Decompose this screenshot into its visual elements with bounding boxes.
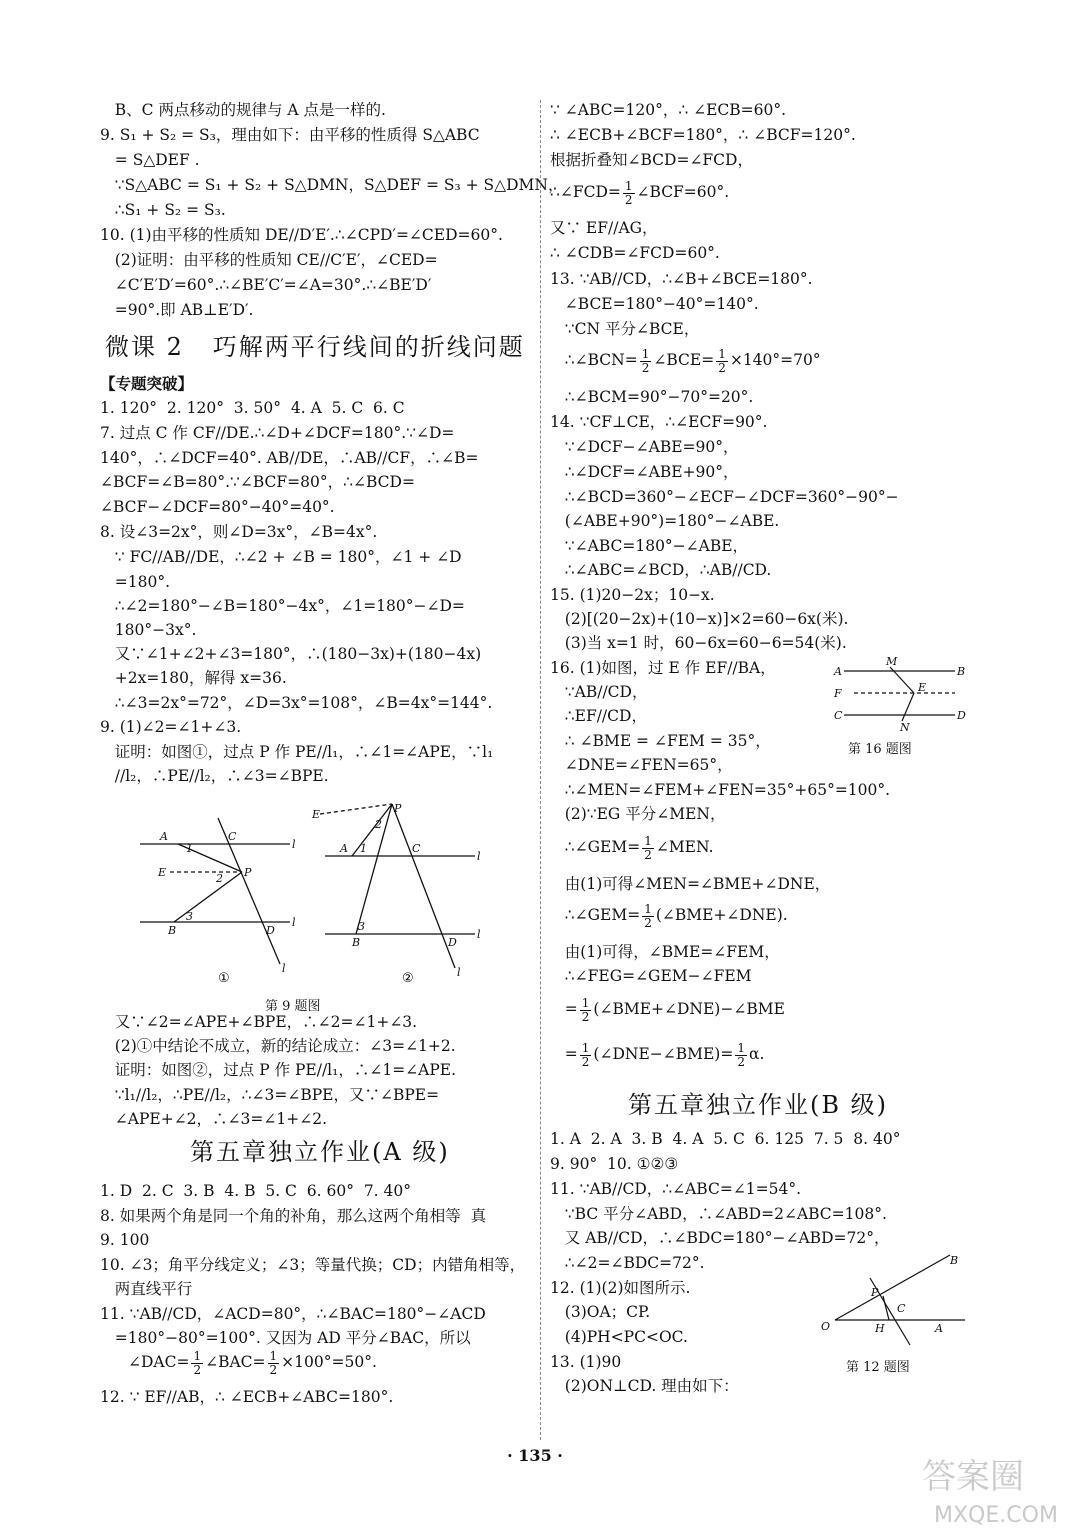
left-text-line: 11. ∵AB//CD，∠ACD=80°，∴∠BAC=180°−∠ACD <box>100 1305 486 1323</box>
fraction <box>640 348 652 375</box>
svg-text:M: M <box>886 655 898 668</box>
right-text-line: 9. 90° 10. ①②③ <box>550 1155 679 1173</box>
svg-text:2: 2 <box>216 872 223 885</box>
left-text-line: ∠BCF−∠DCF=80°−40°=40°. <box>100 498 335 516</box>
fraction <box>191 1350 203 1377</box>
right-fraction-line <box>550 829 714 865</box>
section-heading-chapter5-a: 第五章独立作业(A 级) <box>190 1138 450 1166</box>
left-text-line: 9. (1)∠2=∠1+∠3. <box>100 718 242 736</box>
right-text-line: ∵∠ABC=180°−∠ABE， <box>550 537 749 555</box>
text-segment: ∠BCE= <box>653 351 715 369</box>
section-heading-weike: 微课 2 巧解两平行线间的折线问题 <box>105 333 525 361</box>
svg-text:3: 3 <box>186 910 193 923</box>
section-heading-chapter5-b: 第五章独立作业(B 级) <box>628 1091 888 1119</box>
fraction-denominator: 2 <box>718 360 726 375</box>
text-segment: (∠DNE−∠BME)= <box>593 1045 734 1063</box>
right-text-line: 由(1)可得，∠BME=∠FEM， <box>550 943 780 961</box>
right-text-line: ∠BCE=180°−40°=140°. <box>550 295 759 313</box>
svg-text:O: O <box>821 1320 831 1333</box>
svg-text:P: P <box>394 802 402 815</box>
right-fraction-line <box>550 342 821 378</box>
fraction-numerator: 1 <box>718 346 726 361</box>
fraction-denominator: 2 <box>624 192 633 207</box>
left-text-line: =180°−80°=100°. 又因为 AD 平分∠BAC，所以 <box>100 1329 471 1347</box>
text-segment: ×100°=50°. <box>281 1353 377 1371</box>
fraction-numerator: 1 <box>624 178 633 193</box>
right-text-line: ∴ ∠ECB+∠BCF=180°，∴ ∠BCF=120°. <box>550 126 856 144</box>
figure-9 <box>130 800 500 1000</box>
left-text-line: 两直线平行 <box>100 1280 193 1298</box>
right-text-line: (3)OA；CP. <box>550 1303 651 1321</box>
fraction-numerator: 1 <box>193 1348 202 1363</box>
figure-12 <box>815 1250 975 1360</box>
right-text-line: 13. ∵AB//CD，∴∠B+∠BCE=180°. <box>550 270 813 288</box>
right-text-line: ∵BC 平分∠ABD，∴∠ABD=2∠ABC=108°. <box>550 1205 887 1223</box>
right-text-line: 由(1)可得∠MEN=∠BME+∠DNE， <box>550 875 831 893</box>
left-text-line: 140°，∴∠DCF=40°. AB//DE，∴AB//CF，∴∠B= <box>100 449 479 467</box>
right-text-line: ∴∠BCD=360°−∠ECF−∠DCF=360°−90°− <box>550 488 899 506</box>
svg-text:2: 2 <box>375 818 382 831</box>
left-text-line: 1. 120° 2. 120° 3. 50° 4. A 5. C 6. C <box>100 399 405 417</box>
svg-text:H: H <box>875 1322 885 1335</box>
svg-text:E: E <box>312 808 321 821</box>
fraction <box>580 997 592 1024</box>
watermark-logo <box>912 1442 1062 1532</box>
left-text-line: ∵ FC//AB//DE，∴∠2 + ∠B = 180°，∠1 + ∠D <box>100 548 462 566</box>
text-segment: ∠BAC= <box>205 1353 266 1371</box>
left-text-line: 180°−3x°. <box>100 621 197 639</box>
svg-text:l: l <box>292 838 296 851</box>
fraction-denominator: 2 <box>644 847 652 862</box>
fraction-numerator: 1 <box>644 833 652 848</box>
left-text-line: ∴∠3=2x°=72°，∠D=3x°=108°，∠B=4x°=144°. <box>100 694 493 712</box>
svg-text:l: l <box>477 850 481 863</box>
watermark-bottom: MXQE.COM <box>934 1503 1058 1528</box>
right-text-line: ∴∠2=∠BDC=72°. <box>550 1254 705 1272</box>
svg-text:A: A <box>340 842 348 855</box>
left-text-line: 12. ∵ EF//AB，∴ ∠ECB+∠ABC=180°. <box>100 1388 394 1406</box>
left-text-line: 9. S₁ + S₂ = S₃，理由如下：由平移的性质得 S△ABC <box>100 126 480 144</box>
left-text-line: ∴∠2=180°−∠B=180°−4x°，∠1=180°−∠D= <box>100 597 465 615</box>
right-text-line: ∴∠DCF=∠ABE+90°， <box>550 463 739 481</box>
svg-text:D: D <box>448 936 457 949</box>
svg-text:D: D <box>957 709 966 722</box>
right-text-line: 又 AB//CD，∴∠BDC=180°−∠ABD=72°， <box>550 1229 890 1247</box>
left-text-line: ∠C′E′D′=60°.∴∠BE′C′=∠A=30°.∴∠BE′D′ <box>100 276 432 294</box>
svg-text:A: A <box>160 830 168 843</box>
fraction-denominator: 2 <box>644 915 652 930</box>
text-segment: ∴∠GEM= <box>550 906 641 924</box>
fraction <box>623 180 635 207</box>
right-fraction-line <box>550 897 788 933</box>
right-text-line: 1. A 2. A 3. B 4. A 5. C 6. 125 7. 5 8. 40° <box>550 1130 901 1148</box>
svg-text:C: C <box>412 842 421 855</box>
page-number: · 135 · <box>507 1446 563 1465</box>
fraction-denominator: 2 <box>581 1009 590 1024</box>
right-text-line: (2)ON⊥CD. 理由如下： <box>550 1377 739 1395</box>
left-text-line: =180°. <box>100 573 171 591</box>
left-text-line: = S△DEF . <box>100 151 200 169</box>
left-text-line: +2x=180，解得 x=36. <box>100 669 287 687</box>
left-text-line: ∵l₁//l₂，∴PE//l₂，∴∠3=∠BPE，又∵∠BPE= <box>100 1086 440 1104</box>
left-text-line: =90°.即 AB⊥E′D′. <box>100 301 254 319</box>
left-text-line: //l₂，∴PE//l₂，∴∠3=∠BPE. <box>100 767 329 785</box>
svg-text:F: F <box>834 687 842 700</box>
svg-text:l: l <box>457 966 461 979</box>
fraction <box>642 903 654 930</box>
svg-text:C: C <box>834 709 843 722</box>
right-text-line: ∵∠DCF−∠ABE=90°， <box>550 438 739 456</box>
fraction-numerator: 1 <box>737 1040 745 1055</box>
text-segment: ∠DAC= <box>128 1353 190 1371</box>
fraction <box>735 1042 747 1069</box>
right-text-line: 15. (1)20−2x；10−x. <box>550 586 715 604</box>
fraction-numerator: 1 <box>581 1040 590 1055</box>
figure-12-caption: 第 12 题图 <box>846 1360 910 1375</box>
svg-text:E: E <box>158 866 167 879</box>
left-text-line: 7. 过点 C 作 CF//DE.∴∠D+∠DCF=180°.∵∠D= <box>100 424 455 442</box>
right-text-line: ∴∠ABC=∠BCD，∴AB//CD. <box>550 561 772 579</box>
left-text-line: 证明：如图②，过点 P 作 PE//l₁，∴∠1=∠APE. <box>100 1061 457 1079</box>
right-text-line: 13. (1)90 <box>550 1353 622 1371</box>
figure-9-label-2: ② <box>402 971 414 986</box>
svg-text:C: C <box>897 1302 906 1315</box>
left-text-line: (2)证明：由平移的性质知 CE//C′E′，∠CED= <box>100 251 438 269</box>
figure-16 <box>830 655 970 740</box>
figure-9-label-1: ① <box>218 971 230 986</box>
text-segment: (∠BME+∠DNE). <box>655 906 788 924</box>
right-text-line: ∴∠FEG=∠GEM−∠FEM <box>550 967 752 985</box>
right-text-line: ∵ ∠ABC=120°，∴ ∠ECB=60°. <box>550 101 787 119</box>
right-text-line: 又∵ EF//AG， <box>550 219 658 237</box>
svg-text:C: C <box>228 830 237 843</box>
left-fraction-line <box>128 1344 377 1380</box>
right-text-line: ∵CN 平分∠BCE， <box>550 320 700 338</box>
right-text-line: (4)PH<PC<OC. <box>550 1328 688 1346</box>
right-text-line: (2)[(20−2x)+(10−x)]×2=60−6x(米). <box>550 610 849 628</box>
svg-text:1: 1 <box>186 842 193 855</box>
right-text-line: ∴∠BCM=90°−70°=20°. <box>550 388 754 406</box>
fraction <box>642 835 654 862</box>
text-segment: = <box>550 1000 578 1018</box>
svg-text:A: A <box>834 665 842 678</box>
svg-text:B: B <box>352 936 361 949</box>
text-segment: (∠BME+∠DNE)−∠BME <box>593 1000 785 1018</box>
left-text-line: 又∵∠1+∠2+∠3=180°，∴(180−3x)+(180−4x) <box>100 645 482 663</box>
svg-text:E: E <box>918 681 927 694</box>
right-text-line: (2)∵EG 平分∠MEN， <box>550 805 726 823</box>
right-text-line: 16. (1)如图，过 E 作 EF//BA， <box>550 659 776 677</box>
svg-text:l: l <box>292 916 296 929</box>
svg-text:3: 3 <box>358 920 365 933</box>
fraction <box>268 1350 280 1377</box>
svg-text:D: D <box>266 924 275 937</box>
text-segment: ∴∠FCD= <box>550 183 621 201</box>
right-text-line: ∴EF//CD， <box>550 707 647 725</box>
fraction-denominator: 2 <box>581 1054 590 1069</box>
right-text-line: (3)当 x=1 时，60−6x=60−6=54(米). <box>550 634 847 652</box>
fraction <box>716 348 728 375</box>
right-fraction-line <box>550 174 729 210</box>
text-segment: ∠MEN. <box>655 838 714 856</box>
left-text-line: 又∵∠2=∠APE+∠BPE，∴∠2=∠1+∠3. <box>100 1013 418 1031</box>
left-text-line: ∴S₁ + S₂ = S₃. <box>100 201 226 219</box>
left-text-line: B、C 两点移动的规律与 A 点是一样的. <box>100 101 386 119</box>
svg-text:l: l <box>477 928 481 941</box>
watermark-top: 答案圈 <box>922 1457 1024 1497</box>
column-divider <box>540 100 541 1440</box>
svg-text:P: P <box>871 1286 879 1299</box>
left-text-line: 9. 100 <box>100 1231 150 1249</box>
svg-text:P: P <box>244 866 252 879</box>
text-segment: = <box>550 1045 578 1063</box>
left-text-line: 证明：如图①，过点 P 作 PE//l₁，∴∠1=∠APE，∵l₁ <box>100 743 494 761</box>
right-text-line: ∵AB//CD， <box>550 683 648 701</box>
text-segment: ×140°=70° <box>729 351 821 369</box>
left-text-line: ∠APE+∠2，∴∠3=∠1+∠2. <box>100 1110 327 1128</box>
left-text-line: (2)①中结论不成立，新的结论成立：∠3=∠1+2. <box>100 1037 456 1055</box>
left-text-line: 1. D 2. C 3. B 4. B 5. C 6. 60° 7. 40° <box>100 1182 412 1200</box>
figure-16-caption: 第 16 题图 <box>848 742 912 757</box>
right-fraction-line <box>550 1036 764 1072</box>
svg-text:A: A <box>935 1322 943 1335</box>
svg-text:1: 1 <box>360 842 367 855</box>
fraction-denominator: 2 <box>641 360 650 375</box>
fraction <box>580 1042 592 1069</box>
svg-text:B: B <box>168 924 177 937</box>
svg-text:B: B <box>950 1254 959 1267</box>
text-segment: α. <box>749 1045 765 1063</box>
left-text-line: ∠BCF=∠B=80°.∵∠BCF=80°，∴∠BCD= <box>100 473 415 491</box>
fraction-denominator: 2 <box>737 1054 745 1069</box>
left-text-line: 10. ∠3；角平分线定义；∠3；等量代换；CD；内错角相等， <box>100 1256 526 1274</box>
right-text-line: ∠DNE=∠FEN=65°， <box>550 756 733 774</box>
svg-text:B: B <box>957 665 966 678</box>
fraction-numerator: 1 <box>269 1348 278 1363</box>
left-text-line: 8. 设∠3=2x°，则∠D=3x°，∠B=4x°. <box>100 523 378 541</box>
text-segment: ∴∠GEM= <box>550 838 641 856</box>
svg-text:N: N <box>900 721 910 734</box>
right-text-line: 根据折叠知∠BCD=∠FCD， <box>550 151 753 169</box>
right-text-line: 14. ∵CF⊥CE，∴∠ECF=90°. <box>550 413 768 431</box>
left-text-line: 8. 如果两个角是同一个角的补角，那么这两个角相等 真 <box>100 1207 487 1225</box>
right-text-line: ∴∠MEN=∠FEM+∠FEN=35°+65°=100°. <box>550 781 891 799</box>
left-text-line: ∵S△ABC = S₁ + S₂ + S△DMN，S△DEF = S₃ + S△DMN， <box>100 176 564 194</box>
right-text-line: ∴ ∠BME = ∠FEM = 35°， <box>550 732 771 750</box>
fraction-numerator: 1 <box>644 901 652 916</box>
svg-text:l: l <box>282 962 286 975</box>
fraction-denominator: 2 <box>193 1362 202 1377</box>
right-text-line: ∴ ∠CDB=∠FCD=60°. <box>550 244 720 262</box>
right-text-line: 11. ∵AB//CD，∴∠ABC=∠1=54°. <box>550 1180 802 1198</box>
text-segment: ∠BCF=60°. <box>636 183 730 201</box>
left-text-line: 【专题突破】 <box>100 374 194 393</box>
right-text-line: (∠ABE+90°)=180°−∠ABE. <box>550 512 780 530</box>
figure-9-caption: 第 9 题图 <box>265 999 321 1014</box>
text-segment: ∴∠BCN= <box>550 351 638 369</box>
fraction-denominator: 2 <box>269 1362 278 1377</box>
right-text-line: 12. (1)(2)如图所示. <box>550 1279 691 1297</box>
left-text-line: 10. (1)由平移的性质知 DE//D′E′.∴∠CPD′=∠CED=60°. <box>100 226 503 244</box>
right-fraction-line <box>550 991 785 1027</box>
fraction-numerator: 1 <box>581 995 590 1010</box>
fraction-numerator: 1 <box>641 346 650 361</box>
